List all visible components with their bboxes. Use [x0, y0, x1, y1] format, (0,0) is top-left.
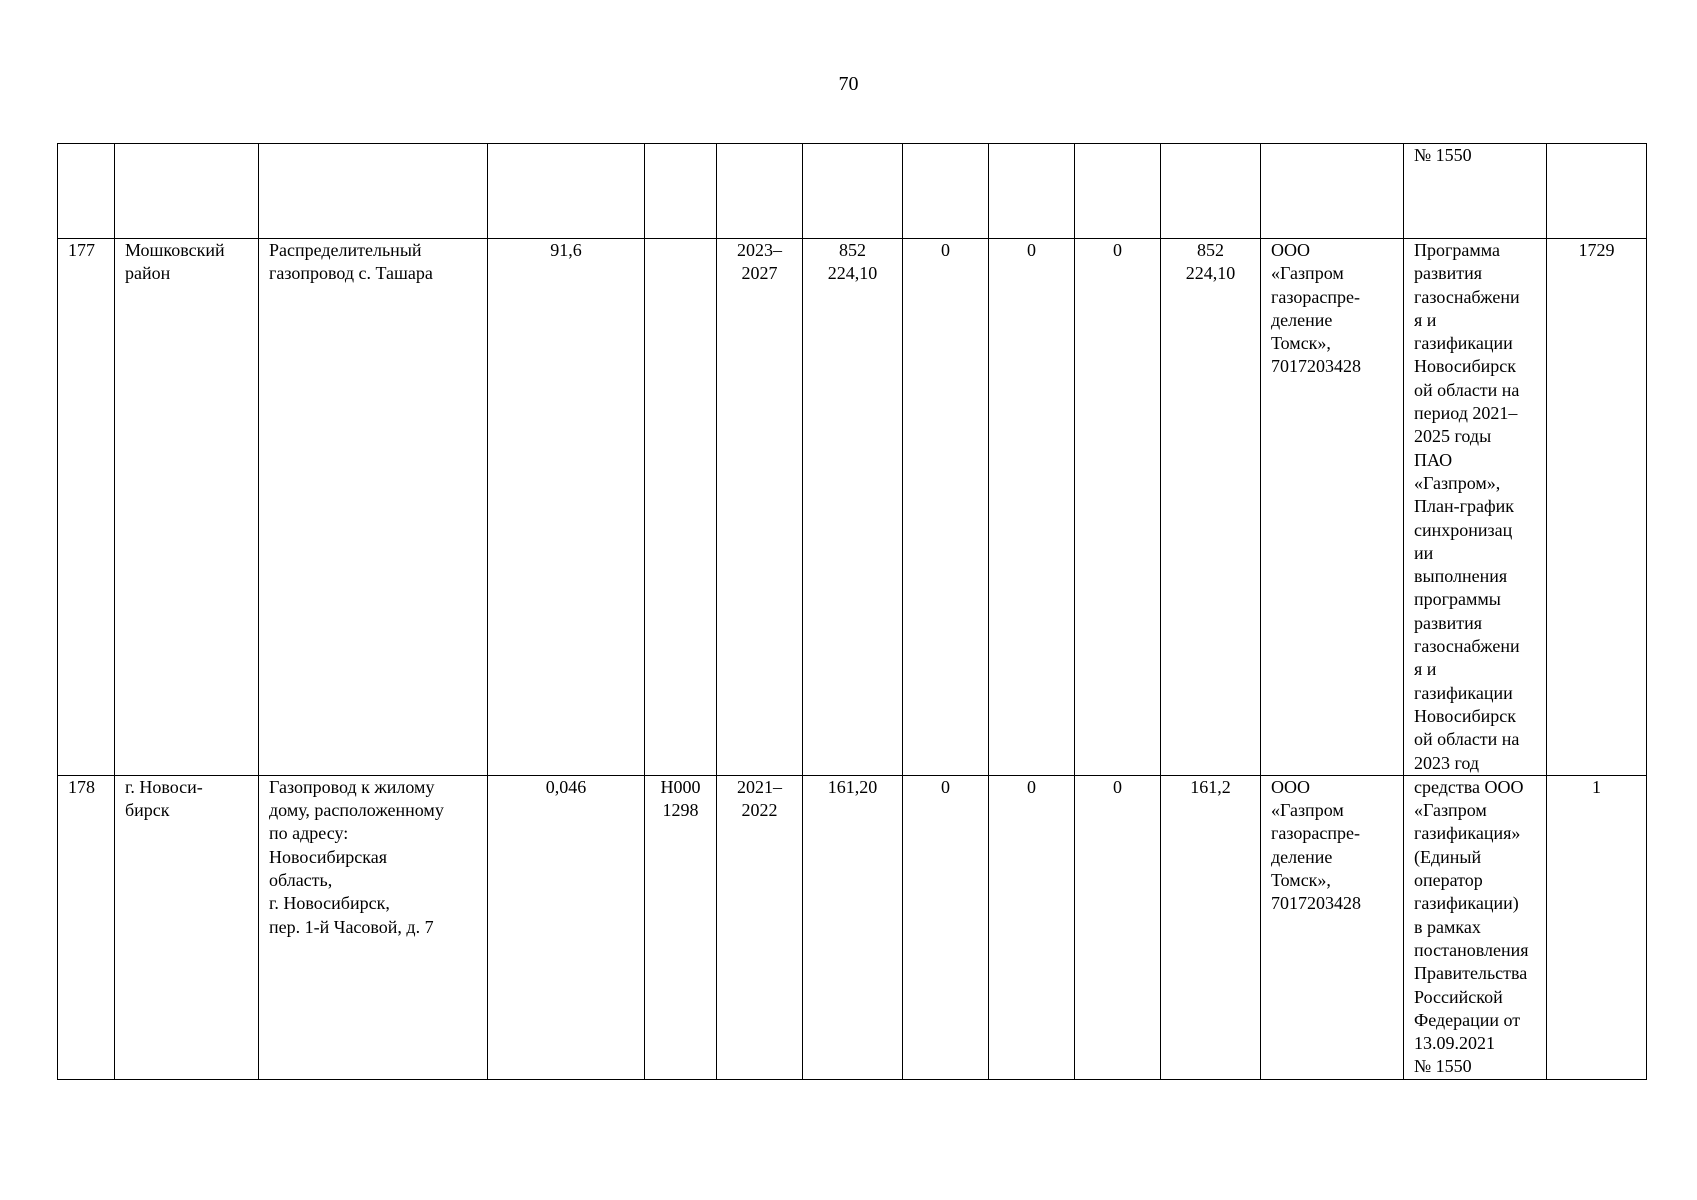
cell-length: [488, 144, 645, 239]
cell-district: Мошковский район: [115, 239, 259, 776]
cell-c1: [903, 144, 989, 239]
cell-source: средства ООО «Газпром газификация» (Единый оператор газификации) в рамках постановления Правительства Российской Федерации от 13.09.2021 № 1550: [1404, 775, 1547, 1079]
cell-code: [645, 239, 717, 776]
cell-object: [259, 144, 488, 239]
cell-last: 1: [1547, 775, 1647, 1079]
cell-c4: 161,2: [1161, 775, 1261, 1079]
cell-last: 1729: [1547, 239, 1647, 776]
cell-org: [1261, 144, 1404, 239]
cell-c1: 0: [903, 239, 989, 776]
cell-c2: 0: [989, 775, 1075, 1079]
cell-period: 2023– 2027: [717, 239, 803, 776]
cell-c4: 852 224,10: [1161, 239, 1261, 776]
cell-object: Распределительный газопровод с. Ташара: [259, 239, 488, 776]
table-row-177: [58, 239, 1647, 776]
cell-org: ООО «Газпром газораспре- деление Томск», 7017203428: [1261, 239, 1404, 776]
cell-c3: [1075, 144, 1161, 239]
cell-total: 852 224,10: [803, 239, 903, 776]
cell-code: [645, 144, 717, 239]
cell-length: 0,046: [488, 775, 645, 1079]
cell-c2: 0: [989, 239, 1075, 776]
data-table: [57, 143, 1647, 1080]
cell-num: 177: [58, 239, 115, 776]
cell-source: Программа развития газоснабжени я и газификации Новосибирск ой области на период 2021– 2025 годы ПАО «Газпром», План-график синхронизац ии выполнения программы развития газоснабжени я и газификации Новосибирск ой области на 2023 год: [1404, 239, 1547, 776]
cell-org: ООО «Газпром газораспре- деление Томск», 7017203428: [1261, 775, 1404, 1079]
page-number: 70: [838, 73, 859, 95]
cell-c4: [1161, 144, 1261, 239]
cell-total: 161,20: [803, 775, 903, 1079]
table-row-continuation: [58, 144, 1647, 239]
cell-c3: 0: [1075, 775, 1161, 1079]
cell-c2: [989, 144, 1075, 239]
cell-code: Н000 1298: [645, 775, 717, 1079]
cell-num: 178: [58, 775, 115, 1079]
cell-last: [1547, 144, 1647, 239]
cell-c1: 0: [903, 775, 989, 1079]
cell-total: [803, 144, 903, 239]
cell-district: г. Новоси- бирск: [115, 775, 259, 1079]
cell-object: Газопровод к жилому дому, расположенному по адресу: Новосибирская область, г. Новосибирск, пер. 1-й Часовой, д. 7: [259, 775, 488, 1079]
table-row-178: [58, 775, 1647, 1079]
cell-source: № 1550: [1404, 144, 1547, 239]
cell-period: 2021– 2022: [717, 775, 803, 1079]
cell-c3: 0: [1075, 239, 1161, 776]
cell-length: 91,6: [488, 239, 645, 776]
cell-num: [58, 144, 115, 239]
cell-district: [115, 144, 259, 239]
cell-period: [717, 144, 803, 239]
